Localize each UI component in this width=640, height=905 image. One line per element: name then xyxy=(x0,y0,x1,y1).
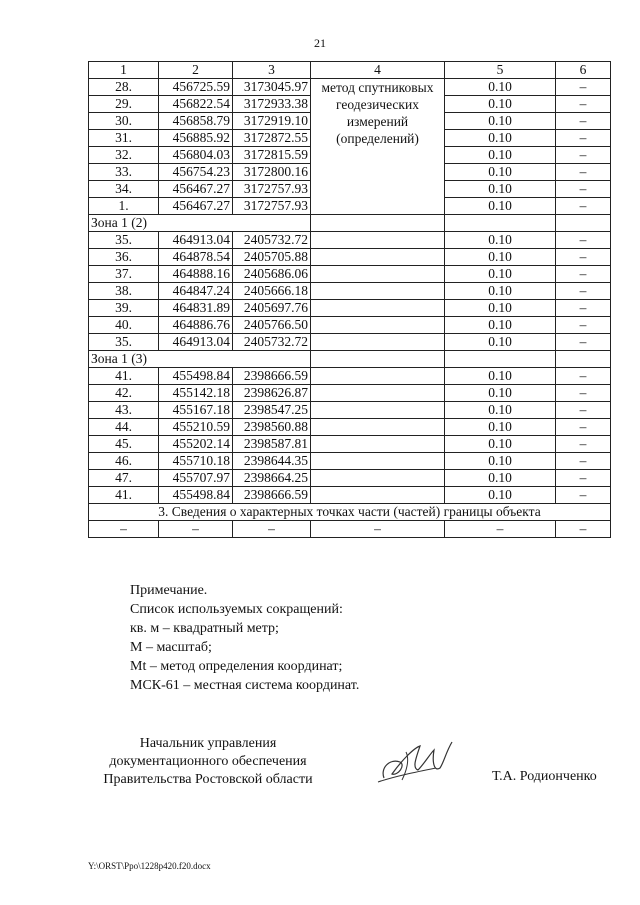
description-cell: – xyxy=(556,419,611,436)
point-number-cell: 41. xyxy=(89,487,159,504)
y-coordinate-cell: 2398666.59 xyxy=(233,487,311,504)
table-row xyxy=(89,317,611,334)
table-header-cell: 4 xyxy=(311,62,445,79)
y-coordinate-cell: 2405732.72 xyxy=(233,334,311,351)
table-row xyxy=(89,249,611,266)
accuracy-cell: 0.10 xyxy=(445,470,556,487)
empty-value-cell: – xyxy=(445,521,556,538)
table-row xyxy=(89,436,611,453)
table-row xyxy=(89,79,611,96)
signer-position-line: документационного обеспечения xyxy=(109,754,307,769)
y-coordinate-cell: 3172933.38 xyxy=(233,96,311,113)
empty-cell xyxy=(311,215,445,232)
empty-cell xyxy=(311,351,445,368)
method-cell xyxy=(311,79,445,215)
accuracy-cell: 0.10 xyxy=(445,96,556,113)
description-cell: – xyxy=(556,147,611,164)
point-number-cell: 47. xyxy=(89,470,159,487)
point-number-cell: 35. xyxy=(89,232,159,249)
table-row xyxy=(89,470,611,487)
y-coordinate-cell: 2398644.35 xyxy=(233,453,311,470)
accuracy-cell: 0.10 xyxy=(445,368,556,385)
accuracy-cell: 0.10 xyxy=(445,266,556,283)
x-coordinate-cell: 455167.18 xyxy=(159,402,233,419)
point-number-cell: 38. xyxy=(89,283,159,300)
point-number-cell: 44. xyxy=(89,419,159,436)
y-coordinate-cell: 2405697.76 xyxy=(233,300,311,317)
description-cell: – xyxy=(556,164,611,181)
point-number-cell: 43. xyxy=(89,402,159,419)
y-coordinate-cell: 3172757.93 xyxy=(233,198,311,215)
note-line: МСК-61 – местная система координат. xyxy=(130,678,360,693)
table-row xyxy=(89,487,611,504)
x-coordinate-cell: 456467.27 xyxy=(159,181,233,198)
y-coordinate-cell: 2398560.88 xyxy=(233,419,311,436)
x-coordinate-cell: 456822.54 xyxy=(159,96,233,113)
description-cell: – xyxy=(556,130,611,147)
empty-value-cell: – xyxy=(556,521,611,538)
table-header-cell: 5 xyxy=(445,62,556,79)
x-coordinate-cell: 464886.76 xyxy=(159,317,233,334)
accuracy-cell: 0.10 xyxy=(445,164,556,181)
signer-position-line: Начальник управления xyxy=(139,736,277,751)
table-header-cell: 3 xyxy=(233,62,311,79)
table-row xyxy=(89,402,611,419)
x-coordinate-cell: 456467.27 xyxy=(159,198,233,215)
description-cell: – xyxy=(556,181,611,198)
method-cell xyxy=(311,249,445,266)
section-title-row xyxy=(89,504,611,521)
page-number: 21 xyxy=(314,36,326,50)
section-title-cell: 3. Сведения о характерных точках части (частей) границы объекта xyxy=(89,504,611,521)
method-line: метод спутниковых xyxy=(321,80,434,95)
accuracy-cell: 0.10 xyxy=(445,283,556,300)
y-coordinate-cell: 3173045.97 xyxy=(233,79,311,96)
description-cell: – xyxy=(556,317,611,334)
x-coordinate-cell: 456725.59 xyxy=(159,79,233,96)
x-coordinate-cell: 455498.84 xyxy=(159,487,233,504)
table-row xyxy=(89,232,611,249)
method-cell xyxy=(311,436,445,453)
empty-cell xyxy=(556,351,611,368)
signer-position xyxy=(88,735,328,789)
point-number-cell: 36. xyxy=(89,249,159,266)
x-coordinate-cell: 455202.14 xyxy=(159,436,233,453)
note-title: Примечание. xyxy=(130,583,208,598)
table-header-cell: 6 xyxy=(556,62,611,79)
y-coordinate-cell: 3172919.10 xyxy=(233,113,311,130)
description-cell: – xyxy=(556,113,611,130)
accuracy-cell: 0.10 xyxy=(445,436,556,453)
note-line: М – масштаб; xyxy=(130,640,212,655)
empty-cell xyxy=(445,351,556,368)
table-row xyxy=(89,453,611,470)
zone-row xyxy=(89,351,611,368)
accuracy-cell: 0.10 xyxy=(445,147,556,164)
table-row xyxy=(89,419,611,436)
table-row xyxy=(89,521,611,538)
description-cell: – xyxy=(556,232,611,249)
table-row xyxy=(89,266,611,283)
method-cell xyxy=(311,487,445,504)
point-number-cell: 28. xyxy=(89,79,159,96)
zone-row xyxy=(89,215,611,232)
accuracy-cell: 0.10 xyxy=(445,419,556,436)
y-coordinate-cell: 2405666.18 xyxy=(233,283,311,300)
point-number-cell: 29. xyxy=(89,96,159,113)
method-line: измерений xyxy=(346,114,409,129)
point-number-cell: 40. xyxy=(89,317,159,334)
y-coordinate-cell: 2398666.59 xyxy=(233,368,311,385)
accuracy-cell: 0.10 xyxy=(445,249,556,266)
description-cell: – xyxy=(556,96,611,113)
point-number-cell: 45. xyxy=(89,436,159,453)
y-coordinate-cell: 3172872.55 xyxy=(233,130,311,147)
point-number-cell: 35. xyxy=(89,334,159,351)
y-coordinate-cell: 2405732.72 xyxy=(233,232,311,249)
accuracy-cell: 0.10 xyxy=(445,113,556,130)
accuracy-cell: 0.10 xyxy=(445,300,556,317)
empty-cell xyxy=(445,215,556,232)
x-coordinate-cell: 464913.04 xyxy=(159,334,233,351)
table-row xyxy=(89,283,611,300)
zone-label-cell: Зона 1 (3) xyxy=(89,351,311,368)
x-coordinate-cell: 456885.92 xyxy=(159,130,233,147)
y-coordinate-cell: 2398626.87 xyxy=(233,385,311,402)
point-number-cell: 31. xyxy=(89,130,159,147)
note-line: Mt – метод определения координат; xyxy=(130,659,343,674)
description-cell: – xyxy=(556,368,611,385)
note-line: кв. м – квадратный метр; xyxy=(130,621,279,636)
accuracy-cell: 0.10 xyxy=(445,402,556,419)
description-cell: – xyxy=(556,249,611,266)
x-coordinate-cell: 464847.24 xyxy=(159,283,233,300)
description-cell: – xyxy=(556,79,611,96)
description-cell: – xyxy=(556,198,611,215)
description-cell: – xyxy=(556,402,611,419)
method-cell xyxy=(311,453,445,470)
y-coordinate-cell: 2405766.50 xyxy=(233,317,311,334)
empty-value-cell: – xyxy=(89,521,159,538)
point-number-cell: 30. xyxy=(89,113,159,130)
x-coordinate-cell: 456858.79 xyxy=(159,113,233,130)
y-coordinate-cell: 3172757.93 xyxy=(233,181,311,198)
method-cell xyxy=(311,300,445,317)
y-coordinate-cell: 2398664.25 xyxy=(233,470,311,487)
x-coordinate-cell: 464878.54 xyxy=(159,249,233,266)
y-coordinate-cell: 3172800.16 xyxy=(233,164,311,181)
description-cell: – xyxy=(556,470,611,487)
x-coordinate-cell: 455142.18 xyxy=(159,385,233,402)
accuracy-cell: 0.10 xyxy=(445,317,556,334)
accuracy-cell: 0.10 xyxy=(445,453,556,470)
accuracy-cell: 0.10 xyxy=(445,487,556,504)
point-number-cell: 42. xyxy=(89,385,159,402)
x-coordinate-cell: 455710.18 xyxy=(159,453,233,470)
method-cell xyxy=(311,419,445,436)
y-coordinate-cell: 2398587.81 xyxy=(233,436,311,453)
description-cell: – xyxy=(556,266,611,283)
zone-label-cell: Зона 1 (2) xyxy=(89,215,311,232)
point-number-cell: 37. xyxy=(89,266,159,283)
method-cell xyxy=(311,232,445,249)
table-row xyxy=(89,385,611,402)
description-cell: – xyxy=(556,453,611,470)
coordinates-table xyxy=(88,61,611,538)
y-coordinate-cell: 3172815.59 xyxy=(233,147,311,164)
note-block xyxy=(130,581,359,695)
y-coordinate-cell: 2405686.06 xyxy=(233,266,311,283)
point-number-cell: 33. xyxy=(89,164,159,181)
table-header-row xyxy=(89,62,611,79)
point-number-cell: 34. xyxy=(89,181,159,198)
description-cell: – xyxy=(556,436,611,453)
method-line: геодезических xyxy=(336,97,419,112)
accuracy-cell: 0.10 xyxy=(445,79,556,96)
table-row xyxy=(89,368,611,385)
table-row xyxy=(89,300,611,317)
description-cell: – xyxy=(556,334,611,351)
y-coordinate-cell: 2398547.25 xyxy=(233,402,311,419)
x-coordinate-cell: 455210.59 xyxy=(159,419,233,436)
table-header-cell: 2 xyxy=(159,62,233,79)
y-coordinate-cell: 2405705.88 xyxy=(233,249,311,266)
signer-name: Т.А. Родионченко xyxy=(492,769,597,784)
accuracy-cell: 0.10 xyxy=(445,198,556,215)
table-row xyxy=(89,334,611,351)
x-coordinate-cell: 464888.16 xyxy=(159,266,233,283)
x-coordinate-cell: 455498.84 xyxy=(159,368,233,385)
handwritten-signature xyxy=(376,738,458,788)
accuracy-cell: 0.10 xyxy=(445,181,556,198)
x-coordinate-cell: 456804.03 xyxy=(159,147,233,164)
x-coordinate-cell: 456754.23 xyxy=(159,164,233,181)
point-number-cell: 41. xyxy=(89,368,159,385)
x-coordinate-cell: 464831.89 xyxy=(159,300,233,317)
point-number-cell: 39. xyxy=(89,300,159,317)
empty-value-cell: – xyxy=(233,521,311,538)
signer-position-line: Правительства Ростовской области xyxy=(103,772,313,787)
description-cell: – xyxy=(556,487,611,504)
method-line: (определений) xyxy=(336,131,419,146)
method-cell xyxy=(311,283,445,300)
note-line: Список используемых сокращений: xyxy=(130,602,343,617)
description-cell: – xyxy=(556,385,611,402)
method-cell xyxy=(311,470,445,487)
method-cell xyxy=(311,266,445,283)
accuracy-cell: 0.10 xyxy=(445,385,556,402)
x-coordinate-cell: 464913.04 xyxy=(159,232,233,249)
point-number-cell: 32. xyxy=(89,147,159,164)
point-number-cell: 46. xyxy=(89,453,159,470)
method-cell xyxy=(311,317,445,334)
empty-value-cell: – xyxy=(159,521,233,538)
method-cell xyxy=(311,368,445,385)
method-cell xyxy=(311,334,445,351)
file-path: Y:\ORST\Ppo\1228p420.f20.docx xyxy=(88,861,211,871)
method-cell xyxy=(311,402,445,419)
empty-value-cell: – xyxy=(311,521,445,538)
x-coordinate-cell: 455707.97 xyxy=(159,470,233,487)
accuracy-cell: 0.10 xyxy=(445,232,556,249)
description-cell: – xyxy=(556,300,611,317)
accuracy-cell: 0.10 xyxy=(445,334,556,351)
description-cell: – xyxy=(556,283,611,300)
table-header-cell: 1 xyxy=(89,62,159,79)
empty-cell xyxy=(556,215,611,232)
point-number-cell: 1. xyxy=(89,198,159,215)
accuracy-cell: 0.10 xyxy=(445,130,556,147)
method-cell xyxy=(311,385,445,402)
